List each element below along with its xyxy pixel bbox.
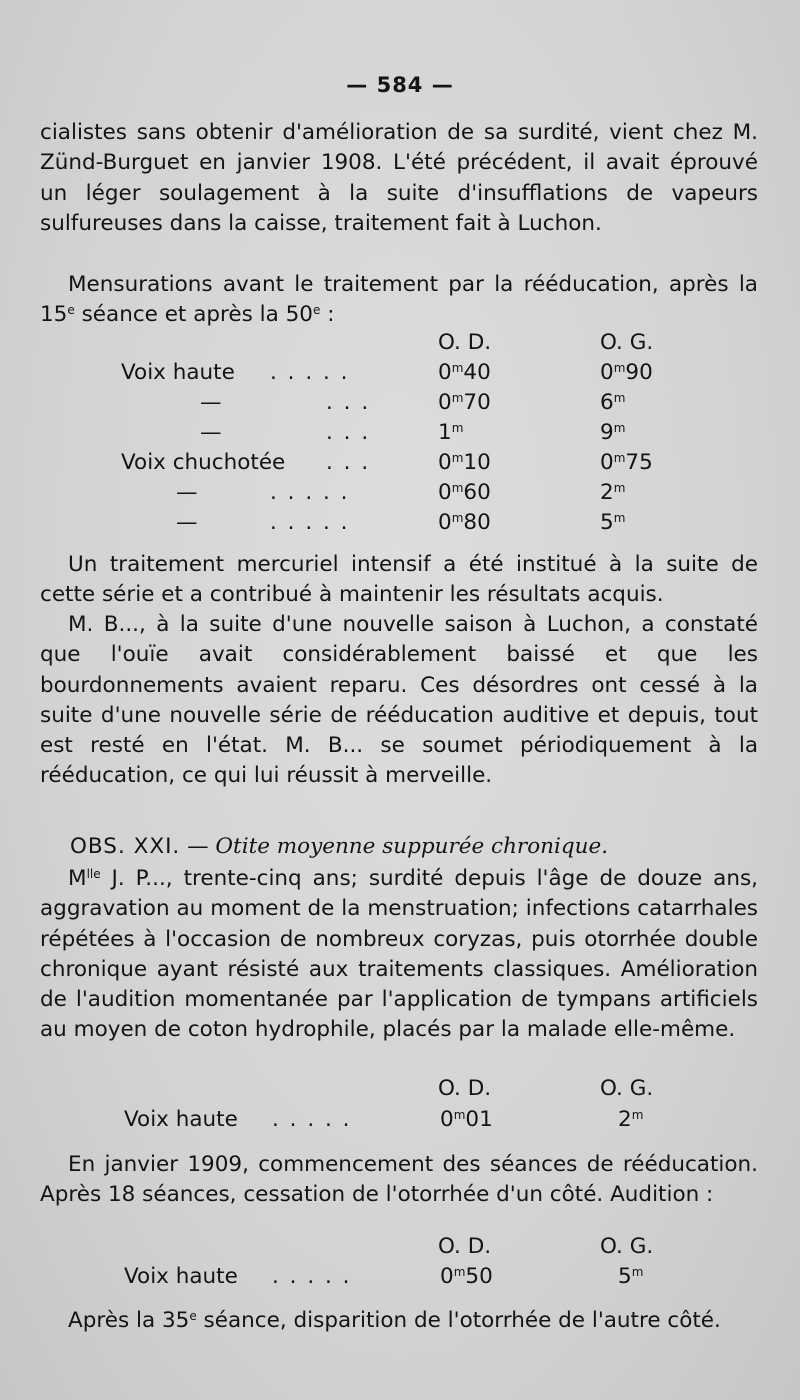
observation-heading: OBS. XXI. — Otite moyenne suppurée chronique.	[70, 834, 609, 859]
og-value: 6$^m$	[600, 390, 626, 415]
row-label: —	[200, 420, 222, 445]
row-label: Voix haute	[121, 360, 235, 385]
header-od: O. D.	[438, 330, 492, 355]
table-row	[0, 480, 800, 510]
observation-title: Otite moyenne suppurée chronique.	[215, 834, 609, 859]
row-dots: . . . . .	[272, 1264, 352, 1289]
row-dots: . . . . .	[272, 1107, 352, 1132]
od-value: 0$^m$01	[440, 1107, 493, 1132]
header-og: O. G.	[600, 330, 654, 355]
row-label: Voix chuchotée	[121, 450, 286, 475]
row-dots: . . .	[326, 390, 371, 415]
paragraph-35th-session: Après la 35e séance, disparition de l'otorrhée de l'autre côté.	[68, 1308, 721, 1333]
header-od: O. D.	[438, 1234, 492, 1259]
row-dots: . . .	[326, 450, 371, 475]
table-row	[0, 360, 800, 390]
row-dots: . . . . .	[270, 360, 350, 385]
table-row	[0, 420, 800, 450]
table-row	[0, 510, 800, 540]
paragraph-measurements-intro: Mensurations avant le traitement par la rééducation, après la 15e séance et après la 50e :	[40, 272, 758, 328]
row-label: —	[176, 480, 198, 505]
table-header	[0, 330, 800, 360]
og-value: 2$^m$	[600, 480, 626, 505]
row-dots: . . . . .	[270, 480, 350, 505]
od-value: 0$^m$80	[438, 510, 491, 535]
od-value: 0$^m$10	[438, 450, 491, 475]
og-value: 5$^m$	[600, 510, 626, 535]
og-value: 2$^m$	[618, 1107, 644, 1132]
od-value: 0$^m$60	[438, 480, 491, 505]
page-number: — 584 —	[346, 73, 454, 97]
paragraph-mercurial-treatment: Un traitement mercuriel intensif a été institué à la suite de cette série et a contribué à maintenir les résultats acquis.	[40, 552, 758, 608]
table-row	[0, 1264, 800, 1294]
row-label: —	[176, 510, 198, 535]
paragraph-relapse: M. B..., à la suite d'une nouvelle saison à Luchon, a constaté que l'ouïe avait considérablement baissé et que les bourdonnements avaient reparu. Ces désordres ont cessé à la suite d'une nouvelle série de rééducation auditive et depuis, tout est resté en l'état. M. B... se soumet périodiquement à la rééducation, ce qui lui réussit à merveille.	[40, 612, 758, 789]
observation-label: OBS. XXI.	[70, 834, 181, 859]
od-value: 0$^m$70	[438, 390, 491, 415]
od-value: 1$^m$	[438, 420, 464, 445]
header-og: O. G.	[600, 1076, 654, 1101]
row-dots: . . . . .	[270, 510, 350, 535]
paragraph-case-history: $M^{lle}$ J. P..., trente-cinq ans; surdité depuis l'âge de douze ans, aggravation au moment de la menstruation; infections catarrhales répétées à l'occasion de nombreux coryzas, puis otorrhée double chronique ayant résisté aux traitements classiques. Amélioration de l'audition momentanée par l'application de tympans artificiels au moyen de coton hydrophile, placés par la malade elle-même.	[40, 866, 758, 1043]
paragraph-continuation: cialistes sans obtenir d'amélioration de sa surdité, vient chez M. Zünd-Burguet en janvier 1908. L'été précédent, il avait éprouvé un léger soulagement à la suite d'insufflations de vapeurs sulfureuses dans la caisse, traitement fait à Luchon.	[40, 120, 758, 236]
header-od: O. D.	[438, 1076, 492, 1101]
og-value: 5$^m$	[618, 1264, 644, 1289]
row-label: —	[200, 390, 222, 415]
table-header	[0, 1076, 800, 1106]
table-row	[0, 450, 800, 480]
row-label: Voix haute	[124, 1107, 238, 1132]
paragraph-reeducation-start: En janvier 1909, commencement des séances de rééducation. Après 18 séances, cessation de l'otorrhée d'un côté. Audition :	[40, 1152, 758, 1208]
table-row	[0, 390, 800, 420]
og-value: 0$^m$90	[600, 360, 653, 385]
header-og: O. G.	[600, 1234, 654, 1259]
table-row	[0, 1107, 800, 1137]
row-dots: . . .	[326, 420, 371, 445]
row-label: Voix haute	[124, 1264, 238, 1289]
od-value: 0$^m$40	[438, 360, 491, 385]
od-value: 0$^m$50	[440, 1264, 493, 1289]
og-value: 9$^m$	[600, 420, 626, 445]
og-value: 0$^m$75	[600, 450, 653, 475]
table-header	[0, 1234, 800, 1264]
